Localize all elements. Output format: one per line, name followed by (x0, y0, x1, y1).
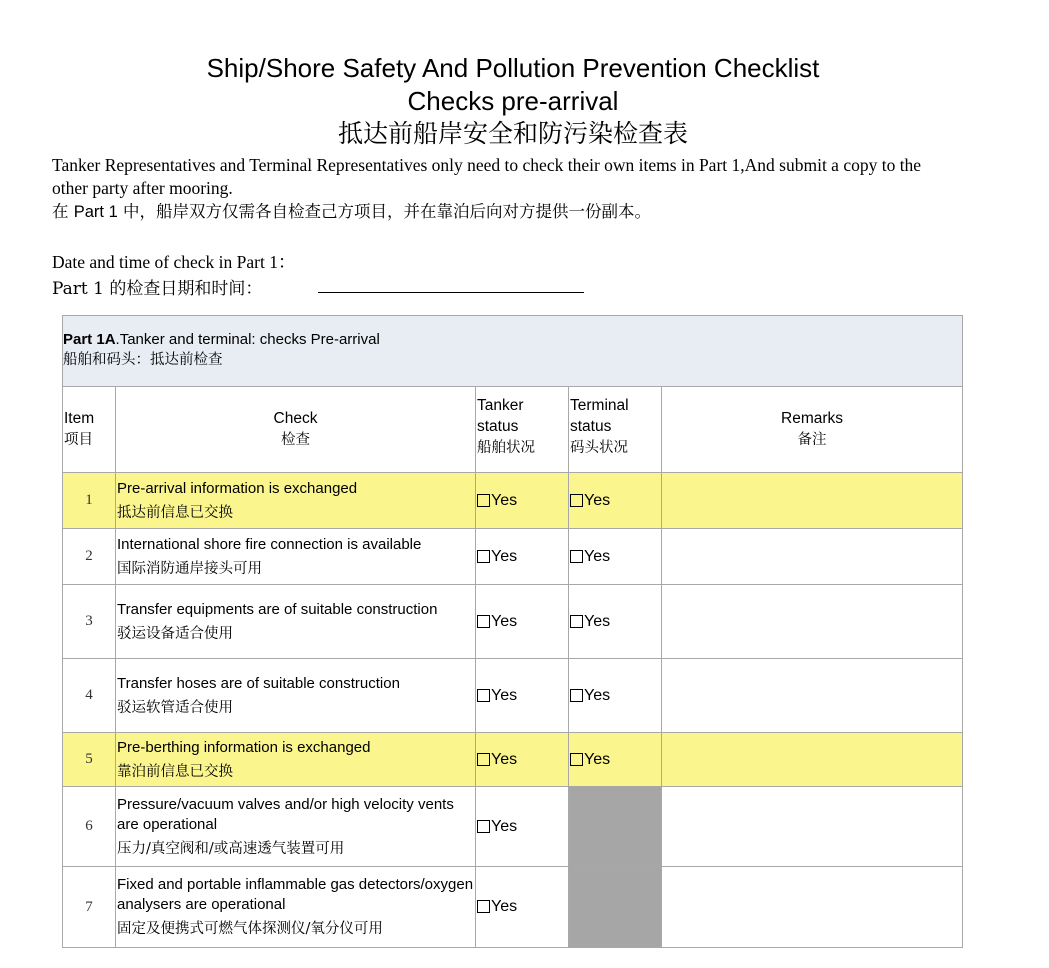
check-description (116, 529, 476, 585)
tanker-status-cell (476, 659, 569, 733)
check-description (116, 787, 476, 867)
item-number: 6 (63, 787, 116, 867)
document-title-chinese: 抵达前船岸安全和防污染检查表 (337, 119, 688, 148)
item-number: 1 (63, 473, 116, 529)
terminal-yes-checkbox[interactable] (570, 615, 583, 628)
tanker-yes-label: Yes (491, 612, 518, 630)
table-row (63, 787, 963, 867)
tanker-status-cell (476, 529, 569, 585)
terminal-yes-label: Yes (584, 612, 611, 630)
tanker-status-cell (476, 787, 569, 867)
check-text-english: Pre-arrival information is exchanged (117, 479, 358, 497)
terminal-yes-checkbox[interactable] (570, 753, 583, 766)
part-1-label: Part 1 (73, 203, 118, 221)
remarks-field[interactable] (662, 787, 963, 867)
item-number: 7 (63, 867, 116, 948)
item-number: 5 (63, 733, 116, 787)
check-text-chinese: 抵达前信息已交换 (117, 504, 233, 521)
item-number: 2 (63, 529, 116, 585)
section-header (63, 316, 963, 387)
section-part-label: Part 1A (63, 331, 116, 348)
check-text-chinese: 固定及便携式可燃气体探测仪/氧分仪可用 (117, 921, 383, 937)
terminal-status-cell (569, 585, 662, 659)
table-row (63, 529, 963, 585)
checklist-table (62, 315, 963, 948)
check-text-english: Pressure/vacuum valves and/or high velocity vents are operational (117, 795, 454, 833)
check-text-chinese: 压力/真空阀和/或高速透气装置可用 (117, 840, 345, 857)
check-description (116, 585, 476, 659)
date-label-chinese: Part 1 的检查日期和时间： (52, 279, 263, 299)
tanker-yes-label: Yes (491, 898, 518, 915)
table-row (63, 473, 963, 529)
table-row (63, 659, 963, 733)
tanker-status-cell (476, 867, 569, 948)
tanker-yes-checkbox[interactable] (477, 900, 490, 913)
date-label-english: Date and time of check in Part 1： (52, 252, 296, 272)
check-text-chinese: 驳运软管适合使用 (117, 699, 233, 716)
terminal-status-cell (569, 659, 662, 733)
table-row (63, 585, 963, 659)
section-header-row (63, 316, 963, 387)
remarks-field[interactable] (662, 733, 963, 787)
header-check: Check 检查 (116, 387, 476, 473)
check-description (116, 473, 476, 529)
check-text-chinese: 驳运设备适合使用 (117, 625, 233, 642)
tanker-yes-checkbox[interactable] (477, 820, 490, 833)
terminal-yes-label: Yes (584, 686, 611, 704)
tanker-yes-label: Yes (491, 750, 518, 768)
terminal-status-cell (569, 529, 662, 585)
terminal-yes-label: Yes (584, 750, 611, 768)
tanker-yes-checkbox[interactable] (477, 753, 490, 766)
document-title: Ship/Shore Safety And Pollution Prevention Checklist (206, 53, 820, 83)
item-number: 3 (63, 585, 116, 659)
remarks-field[interactable] (662, 473, 963, 529)
section-title: .Tanker and terminal: checks Pre-arrival (115, 331, 380, 348)
table-row (63, 733, 963, 787)
tanker-status-cell (476, 733, 569, 787)
tanker-yes-checkbox[interactable] (477, 550, 490, 563)
intro-chinese: 在 Part 1 中，船岸双方仅需各自检查己方项目，并在靠泊后向对方提供一份副本。 (52, 202, 652, 221)
terminal-yes-checkbox[interactable] (570, 494, 583, 507)
column-header-row (63, 387, 963, 473)
header-item: Item 项目 (63, 387, 116, 473)
remarks-field[interactable] (662, 867, 963, 948)
tanker-yes-checkbox[interactable] (477, 615, 490, 628)
date-time-field[interactable] (318, 292, 584, 293)
terminal-status-not-applicable (569, 787, 662, 867)
terminal-status-not-applicable (569, 867, 662, 948)
tanker-yes-label: Yes (491, 491, 518, 509)
terminal-yes-checkbox[interactable] (570, 550, 583, 563)
terminal-yes-label: Yes (584, 547, 611, 565)
remarks-field[interactable] (662, 659, 963, 733)
remarks-field[interactable] (662, 585, 963, 659)
tanker-yes-label: Yes (491, 817, 518, 835)
header-tanker-status: Tanker status 船舶状况 (476, 387, 569, 473)
check-description (116, 659, 476, 733)
terminal-yes-checkbox[interactable] (570, 689, 583, 702)
header-remarks: Remarks 备注 (662, 387, 963, 473)
tanker-status-cell (476, 585, 569, 659)
terminal-status-cell (569, 473, 662, 529)
check-text-english: Transfer hoses are of suitable construction (117, 674, 400, 692)
check-text-english: International shore fire connection is available (117, 535, 422, 553)
document-subtitle: Checks pre-arrival (407, 86, 619, 116)
tanker-yes-label: Yes (491, 686, 518, 704)
tanker-yes-checkbox[interactable] (477, 689, 490, 702)
tanker-yes-label: Yes (491, 547, 518, 565)
check-text-english: Transfer equipments are of suitable construction (117, 600, 438, 618)
terminal-yes-label: Yes (584, 491, 611, 509)
check-text-english: Pre-berthing information is exchanged (117, 738, 371, 756)
section-title-chinese: 船舶和码头：抵达前检查 (63, 352, 223, 368)
intro-english: Tanker Representatives and Terminal Representatives only need to check their own items in Part 1,And submit a copy to the other party after mooring. (52, 155, 922, 198)
check-description (116, 867, 476, 948)
check-text-chinese: 国际消防通岸接头可用 (117, 560, 262, 577)
remarks-field[interactable] (662, 529, 963, 585)
tanker-yes-checkbox[interactable] (477, 494, 490, 507)
table-row (63, 867, 963, 948)
check-description (116, 733, 476, 787)
tanker-status-cell (476, 473, 569, 529)
header-terminal-status: Terminal status 码头状况 (569, 387, 662, 473)
check-text-chinese: 靠泊前信息已交换 (117, 763, 233, 780)
item-number: 4 (63, 659, 116, 733)
terminal-status-cell (569, 733, 662, 787)
check-text-english: Fixed and portable inflammable gas detectors/oxygen analysers are operational (117, 876, 474, 913)
